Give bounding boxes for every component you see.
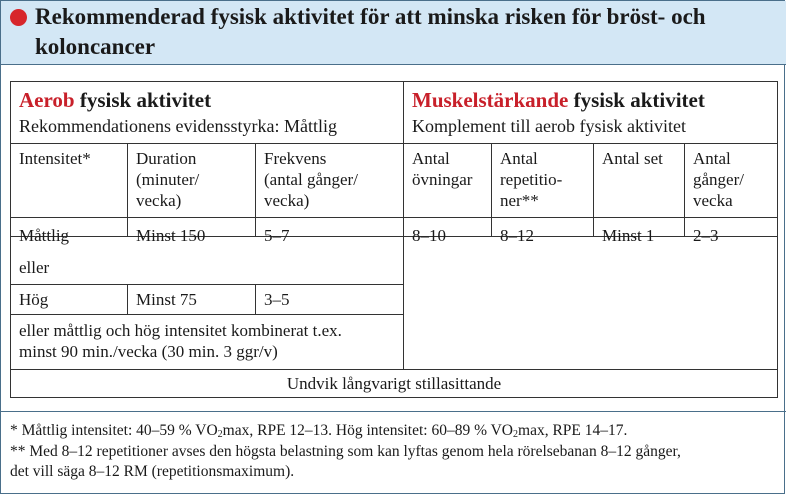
recommendation-table xyxy=(10,81,778,398)
col-divider xyxy=(127,284,128,314)
col-header-intensity: Intensitet* xyxy=(19,149,91,168)
cell-reps: 8–12 xyxy=(500,226,534,245)
combined-intensity-note: eller måttlig och hög intensitet kombinerat t.ex. minst 90 min./vecka (30 min. 3 ggr/v) xyxy=(19,321,342,361)
col-header-times: Antal gånger/ vecka xyxy=(693,149,744,210)
col-divider xyxy=(127,143,128,236)
muscle-subtitle: Komplement till aerob fysisk aktivitet xyxy=(412,116,686,136)
section-divider xyxy=(403,82,404,369)
col-divider xyxy=(684,143,685,236)
cell-high-frequency: 3–5 xyxy=(264,290,290,309)
row-divider xyxy=(11,284,403,285)
red-bullet-icon xyxy=(10,9,27,26)
cell-high-intensity: Hög xyxy=(19,290,49,309)
cell-moderate-frequency: 5–7 xyxy=(264,226,290,245)
col-divider xyxy=(255,284,256,314)
box-header xyxy=(1,1,786,65)
col-header-sets: Antal set xyxy=(602,149,663,168)
aerob-heading: Aerob fysisk aktivitet xyxy=(19,88,212,112)
row-divider xyxy=(11,217,777,218)
col-divider xyxy=(491,143,492,236)
col-divider xyxy=(593,143,594,236)
cell-moderate-intensity: Måttlig xyxy=(19,226,70,245)
footnote-repetitions-line1: ** Med 8–12 repetitioner avses den högsta belastning som kan lyftas genom hela rörelsebanan 8–12 gånger, xyxy=(10,443,681,460)
row-divider xyxy=(11,314,403,315)
col-header-reps: Antal repetitio- ner** xyxy=(500,149,563,210)
row-divider xyxy=(11,369,777,370)
col-header-duration: Duration (minuter/ vecka) xyxy=(136,149,200,210)
col-header-exercises: Antal övningar xyxy=(412,149,473,189)
box-title: Rekommenderad fysisk aktivitet för att minska risken för bröst- och koloncancer xyxy=(35,4,706,59)
row-divider xyxy=(11,143,777,144)
cell-sets: Minst 1 xyxy=(602,226,655,245)
sedentary-note: Undvik långvarigt stillasittande xyxy=(286,374,502,393)
cell-times: 2–3 xyxy=(693,226,719,245)
cell-exercises: 8–10 xyxy=(412,226,446,245)
col-header-frequency: Frekvens (antal gånger/ vecka) xyxy=(264,149,358,210)
or-label: eller xyxy=(19,258,50,277)
muscle-heading: Muskelstärkande fysisk aktivitet xyxy=(412,88,705,112)
col-divider xyxy=(255,143,256,236)
cell-moderate-duration: Minst 150 xyxy=(136,226,206,245)
footnote-intensity: * Måttlig intensitet: 40–59 % $VO_2\max$, RPE 12–13. Hög intensitet: 60–89 % $VO_2\max$, RPE 14–17. xyxy=(10,422,628,440)
footnote-divider xyxy=(1,411,786,412)
aerob-subtitle: Rekommendationens evidensstyrka: Måttlig xyxy=(19,116,337,136)
cell-high-duration: Minst 75 xyxy=(136,290,197,309)
row-divider xyxy=(11,236,777,237)
footnote-repetitions-line2: det vill säga 8–12 RM (repetitionsmaximum). xyxy=(10,463,295,480)
